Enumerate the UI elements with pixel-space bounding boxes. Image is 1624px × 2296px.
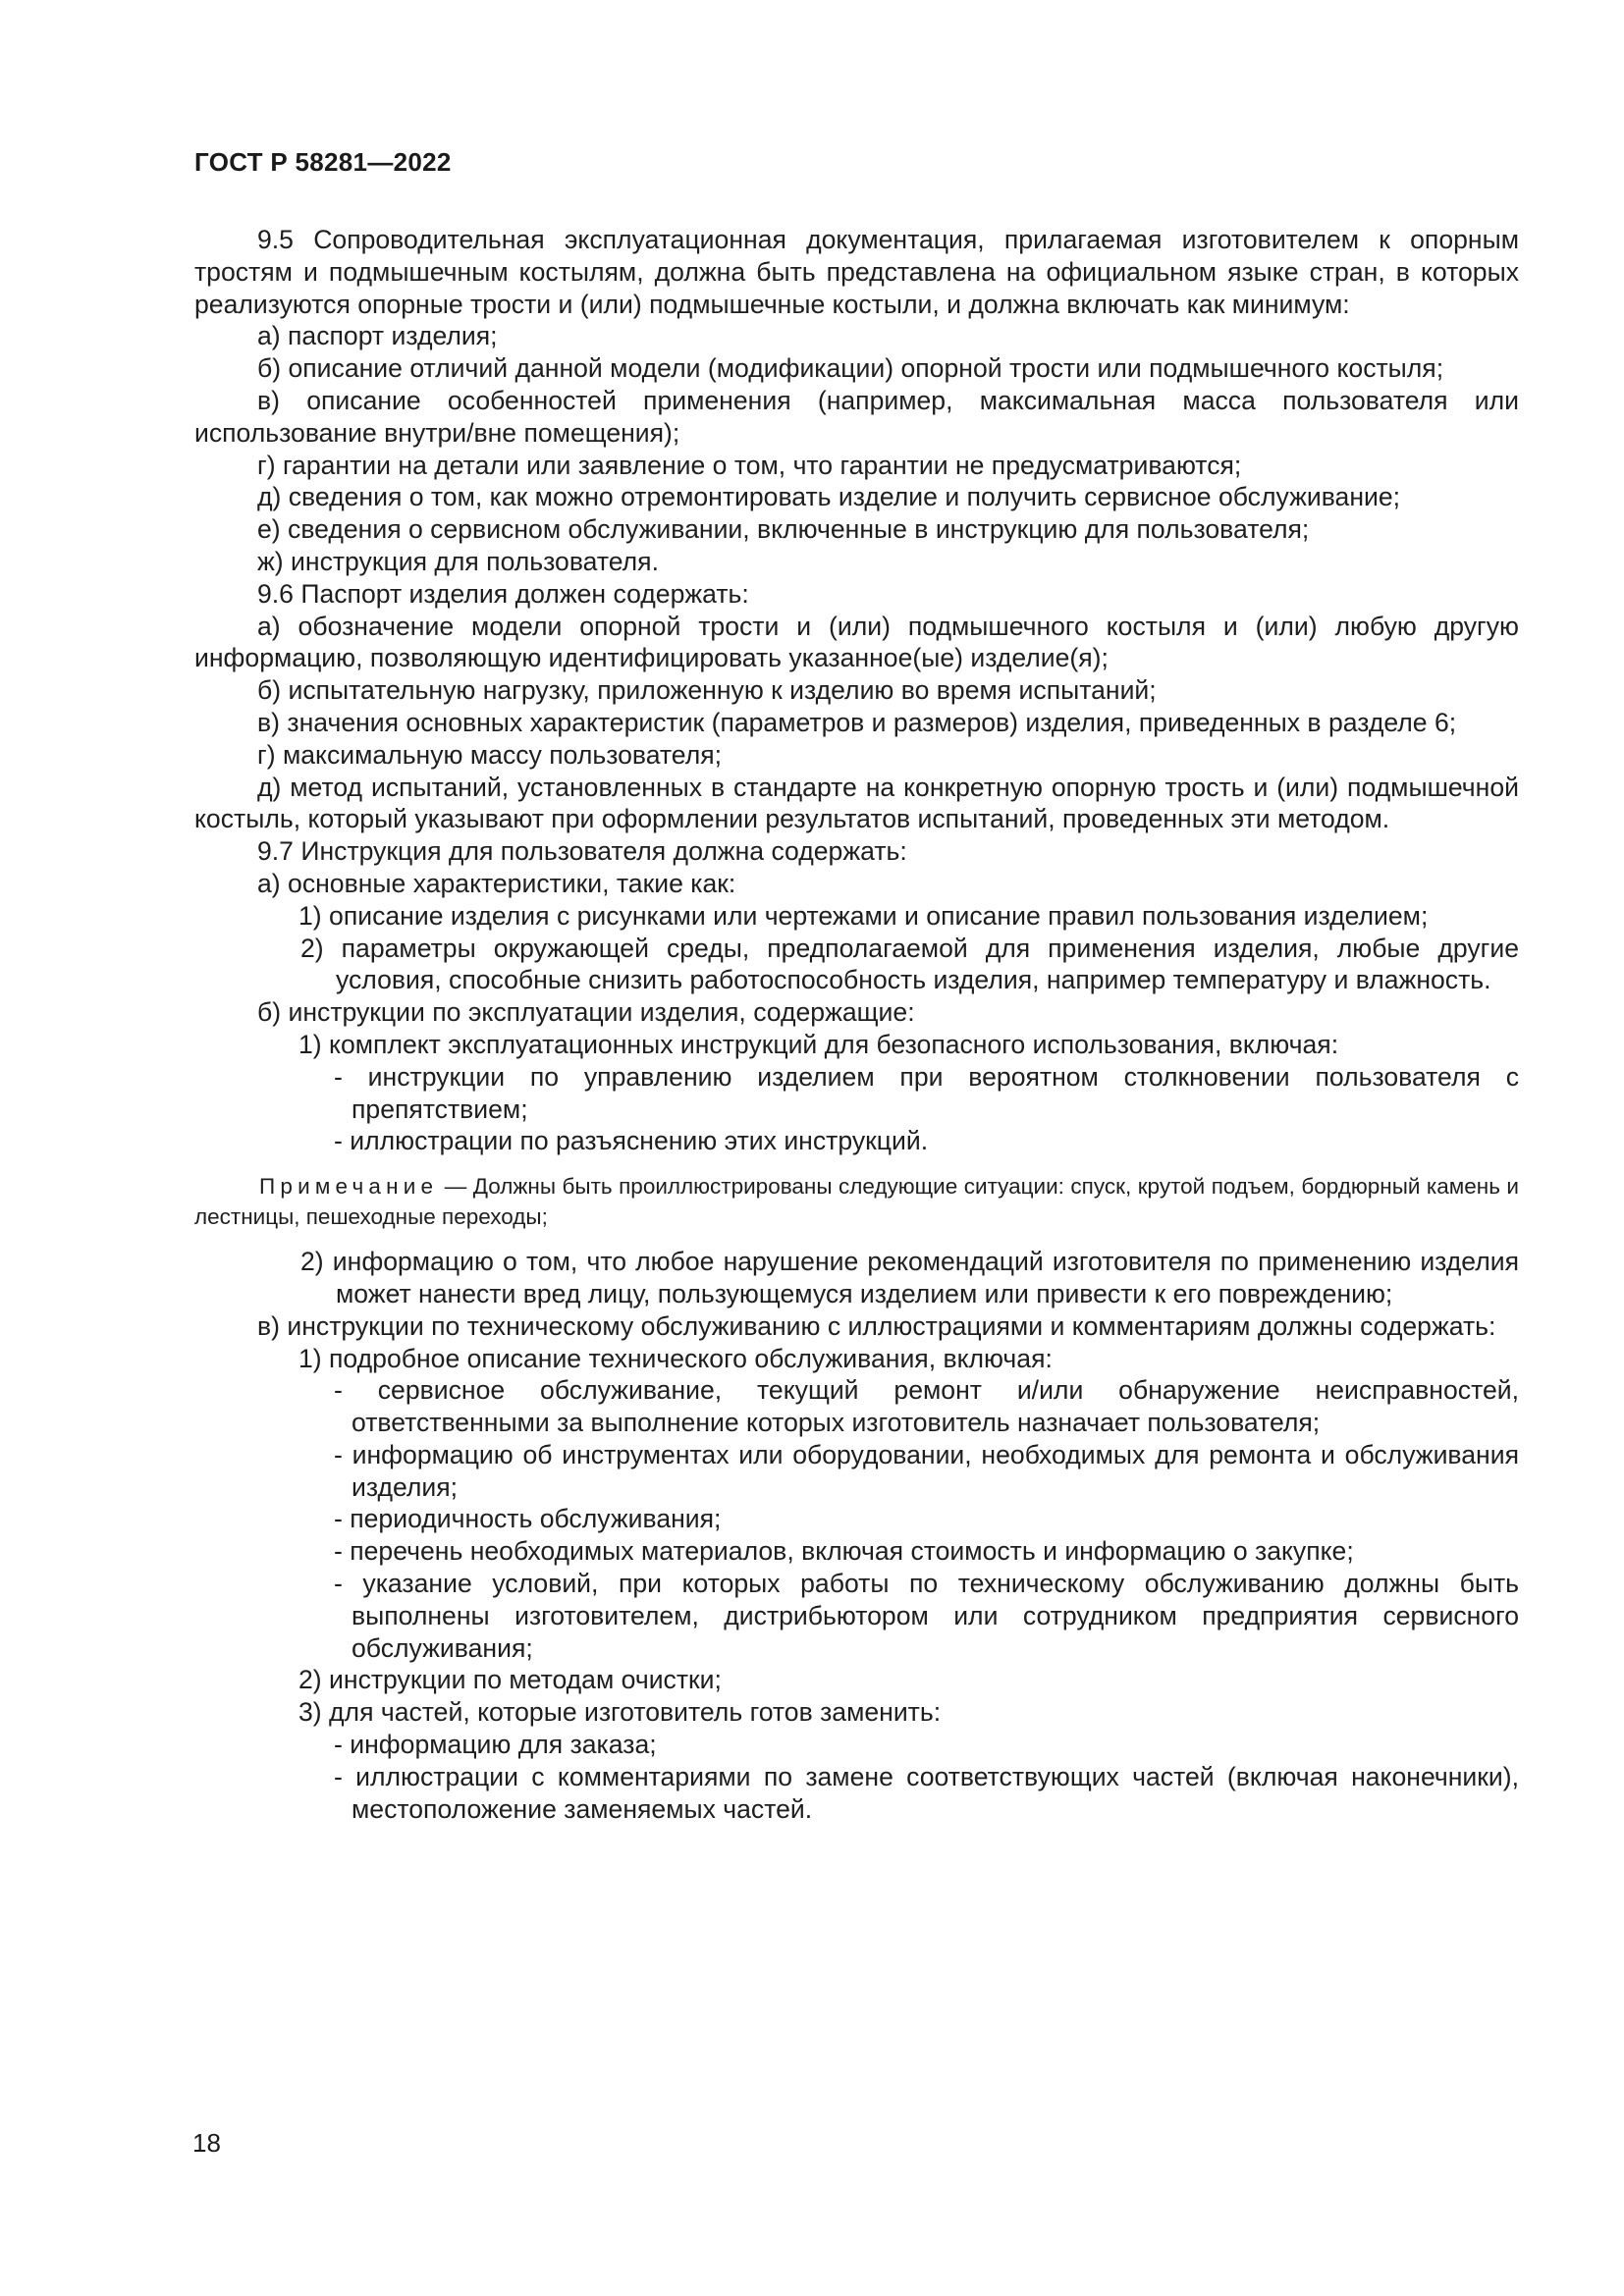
dash-list-item: - информацию для заказа; xyxy=(334,1730,657,1760)
section-9-5-intro: 9.5 Сопроводительная эксплуатационная документация, прилагаемая изготовителем к опорным тростям и подмышечным костылям, должна быть представлена на официальном языке стран, в которых реализуются опорные трости и (или) подмышечные костыли, и должна включать как минимум: xyxy=(194,225,1519,319)
list-item: г) гарантии на детали или заявление о том, что гарантии не предусматриваются; xyxy=(257,450,1242,480)
dash-list-item: - сервисное обслуживание, текущий ремонт и/или обнаружение неисправностей, ответственными за выполнение которых изготовитель назначает пользователя; xyxy=(334,1375,1519,1438)
list-item: а) обозначение модели опорной трости и (или) подмышечного костыля и (или) любую другую информацию, позволяющую идентифицировать указанное(ые) изделие(я); xyxy=(194,611,1519,673)
sub-list-item: 1) комплект эксплуатационных инструкций для безопасного использования, включая: xyxy=(298,1029,1339,1059)
page-number: 18 xyxy=(192,2128,221,2158)
note-label: Примечание xyxy=(259,1174,439,1200)
note-text: — Должны быть проиллюстрированы следующие ситуации: спуск, крутой подъем, бордюрный камень и лестницы, пешеходные переходы; xyxy=(194,1174,1519,1230)
dash-list-item: - иллюстрации по разъяснению этих инструкций. xyxy=(334,1126,929,1156)
sub-list-item: 3) для частей, которые изготовитель готов заменить: xyxy=(298,1697,942,1728)
dash-list-item: - инструкции по управлению изделием при вероятном столкновении пользователя с препятствием; xyxy=(334,1061,1519,1124)
sub-list-item: 2) параметры окружающей среды, предполагаемой для применения изделия, любые другие условия, способные снизить работоспособность изделия, например температуру и влажность. xyxy=(300,933,1519,995)
sub-list-item: 1) подробное описание технического обслуживания, включая: xyxy=(298,1343,1053,1373)
dash-list-item: - указание условий, при которых работы по техническому обслуживанию должны быть выполнены изготовителем, дистрибьютором или сотрудником предприятия сервисного обслуживания; xyxy=(334,1569,1519,1663)
list-item: д) сведения о том, как можно отремонтировать изделие и получить сервисное обслуживание; xyxy=(257,482,1401,512)
list-item: ж) инструкция для пользователя. xyxy=(257,546,659,576)
list-item: д) метод испытаний, установленных в стандарте на конкретную опорную трость и (или) подмышечной костыль, который указывают при оформлении результатов испытаний, проведенных эти методом. xyxy=(194,772,1519,834)
list-item: б) инструкции по эксплуатации изделия, содержащие: xyxy=(257,997,915,1028)
list-item: е) сведения о сервисном обслуживании, включенные в инструкцию для пользователя; xyxy=(257,514,1310,545)
list-item: в) описание особенностей применения (например, максимальная масса пользователя или использование внутри/вне помещения); xyxy=(194,385,1519,448)
sub-list-item: 1) описание изделия с рисунками или чертежами и описание правил пользования изделием; xyxy=(298,900,1429,931)
list-item: б) испытательную нагрузку, приложенную к изделию во время испытаний; xyxy=(257,675,1157,706)
list-item: в) инструкции по техническому обслуживанию с иллюстрациями и комментариям должны содержать: xyxy=(257,1310,1496,1341)
document-body xyxy=(194,224,1519,1825)
section-9-6-intro: 9.6 Паспорт изделия должен содержать: xyxy=(257,578,749,609)
note xyxy=(194,1171,1519,1232)
list-item: а) паспорт изделия; xyxy=(257,321,498,351)
section-9-7-intro: 9.7 Инструкция для пользователя должна содержать: xyxy=(257,836,907,867)
dash-list-item: - периодичность обслуживания; xyxy=(334,1504,722,1534)
list-item: в) значения основных характеристик (параметров и размеров) изделия, приведенных в разделе 6; xyxy=(257,707,1457,737)
list-item: г) максимальную массу пользователя; xyxy=(257,739,723,770)
list-item: а) основные характеристики, такие как: xyxy=(257,868,736,898)
sub-list-item: 2) инструкции по методам очистки; xyxy=(298,1665,722,1695)
dash-list-item: - информацию об инструментах или оборудовании, необходимых для ремонта и обслуживания изделия; xyxy=(334,1439,1519,1502)
dash-list-item: - иллюстрации с комментариями по замене соответствующих частей (включая наконечники), местоположение заменяемых частей. xyxy=(334,1761,1519,1824)
list-item: б) описание отличий данной модели (модификации) опорной трости или подмышечного костыля; xyxy=(257,353,1444,384)
sub-list-item: 2) информацию о том, что любое нарушение рекомендаций изготовителя по применению изделия может нанести вред лицу, пользующемуся изделием или привести к его повреждению; xyxy=(300,1247,1519,1308)
dash-list-item: - перечень необходимых материалов, включая стоимость и информацию о закупке; xyxy=(334,1536,1354,1567)
standard-header: ГОСТ Р 58281—2022 xyxy=(194,147,452,177)
